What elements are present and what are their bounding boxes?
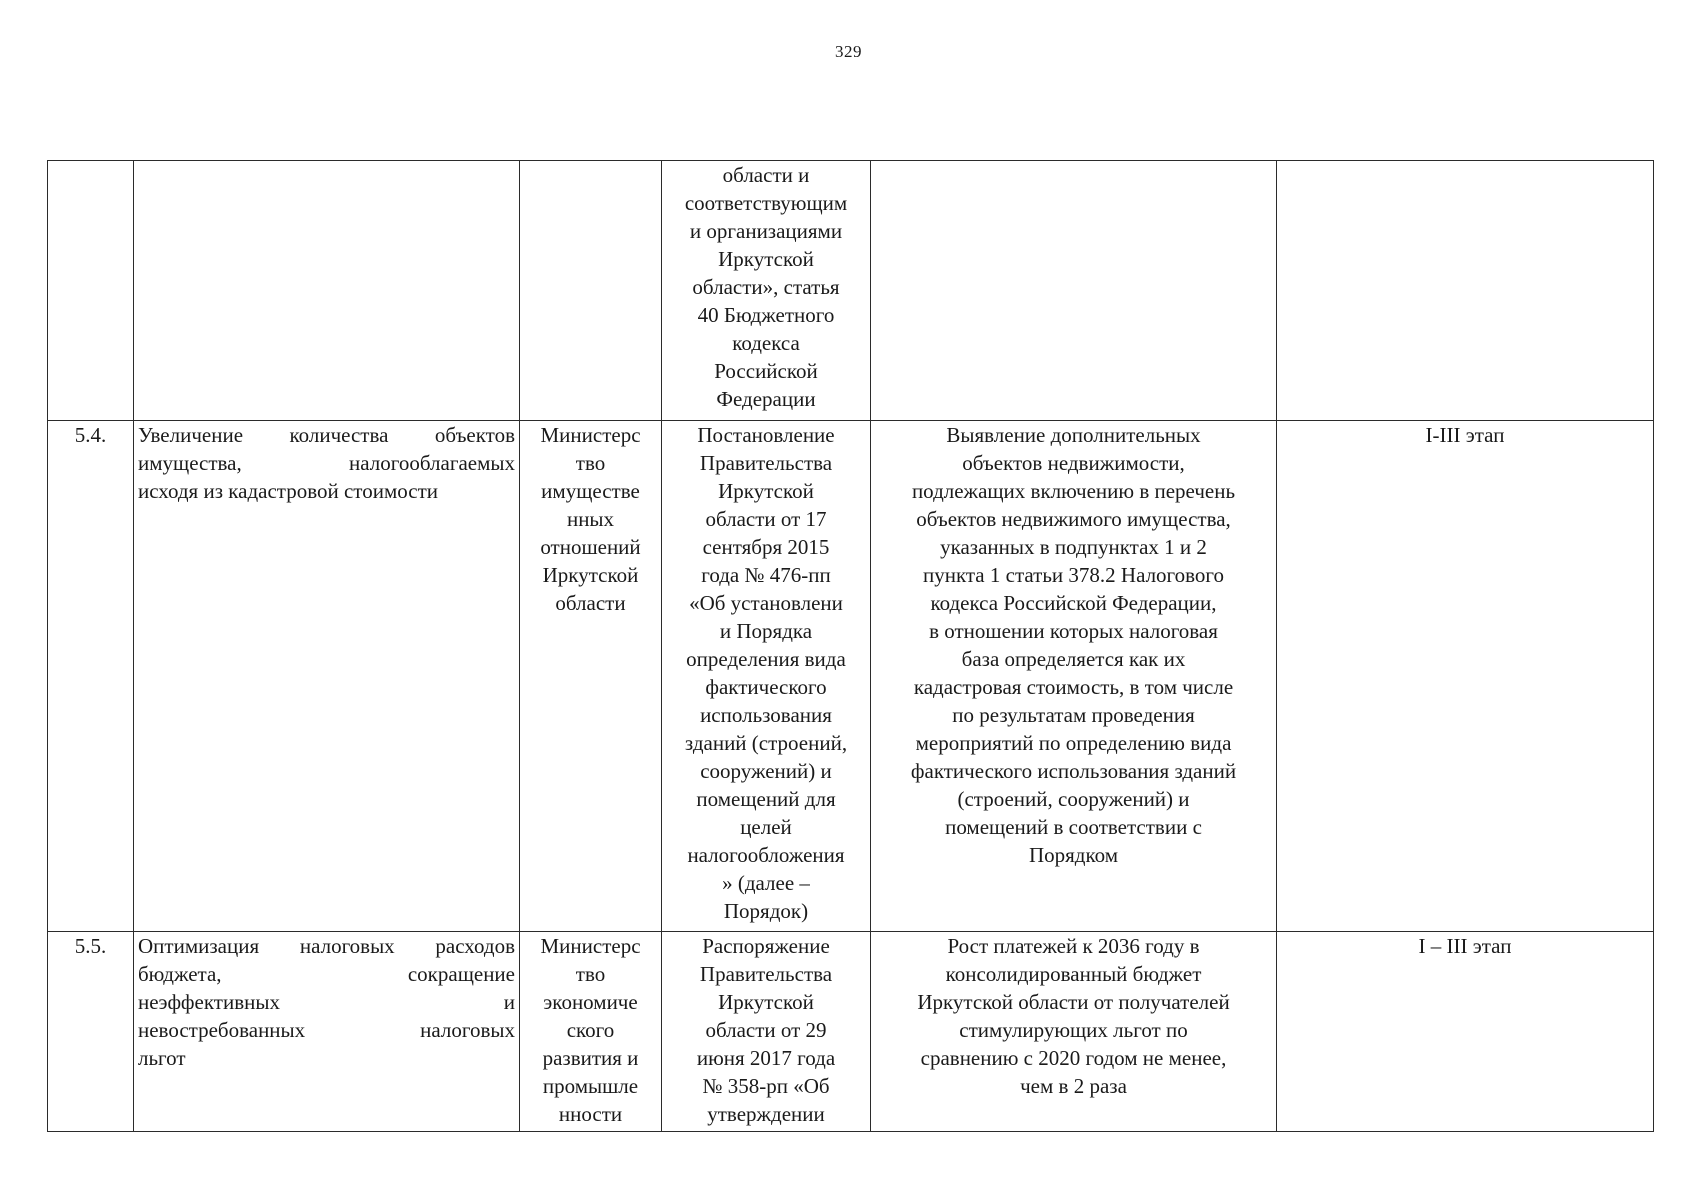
- text-line: тво: [575, 962, 606, 986]
- text-line: объектов недвижимости,: [962, 451, 1185, 475]
- text-line: экономиче: [543, 990, 638, 1014]
- text-line: июня 2017 года: [696, 1046, 836, 1070]
- text-line: подлежащих включению в перечень: [911, 479, 1236, 503]
- text-line: нных: [566, 507, 615, 531]
- text-line: база определяется как их: [961, 647, 1186, 671]
- text-line: 40 Бюджетного: [697, 303, 835, 327]
- stage-cell: [1277, 161, 1654, 421]
- row-number-cell: 5.5.: [48, 932, 134, 1132]
- text-line: Постановление: [697, 423, 835, 447]
- text-line: Министерс: [540, 934, 641, 958]
- text-line: кодекса Российской Федерации,: [930, 591, 1217, 615]
- text-line: области и: [722, 163, 810, 187]
- text-line: Министерс: [540, 423, 641, 447]
- text-line: имущества, налогооблагаемых: [138, 451, 515, 475]
- stage-cell: I-III этап: [1277, 421, 1654, 932]
- expected-result-cell: [871, 421, 1277, 932]
- text-line: «Об установлени: [689, 591, 843, 615]
- measure-title-cell: [134, 932, 520, 1132]
- responsible-cell: [520, 161, 662, 421]
- text-line: в отношении которых налоговая: [929, 619, 1218, 643]
- text-line: (строений, сооружений) и: [957, 787, 1190, 811]
- row-number-cell: [48, 161, 134, 421]
- text-line: сентября 2015: [702, 535, 830, 559]
- legal-basis-cell: [662, 161, 871, 421]
- legal-basis-cell: [662, 421, 871, 932]
- measure-title-cell: [134, 161, 520, 421]
- text-line: области: [555, 591, 626, 615]
- table-body: [48, 161, 1654, 1132]
- text-line: области», статья: [692, 275, 840, 299]
- text-line: имуществе: [541, 479, 640, 503]
- text-line: сравнению с 2020 годом не менее,: [920, 1046, 1227, 1070]
- text-line: мероприятий по определению вида: [915, 731, 1232, 755]
- text-line: зданий (строений,: [684, 731, 848, 755]
- text-line: по результатам проведения: [952, 703, 1195, 727]
- text-line: Выявление дополнительных: [946, 423, 1201, 447]
- text-line: Иркутской: [542, 563, 639, 587]
- text-line: целей: [740, 815, 792, 839]
- text-line: кодекса: [732, 331, 800, 355]
- text-line: кадастровая стоимость, в том числе: [913, 675, 1234, 699]
- text-line: года № 476-пп: [701, 563, 831, 587]
- text-line: помещений для: [696, 787, 836, 811]
- text-line: Иркутской: [718, 990, 814, 1014]
- text-line: сооружений) и: [700, 759, 832, 783]
- text-line: области от 17: [705, 507, 827, 531]
- text-line: промышле: [542, 1074, 639, 1098]
- text-line: соответствующим: [684, 191, 848, 215]
- text-line: чем в 2 раза: [1020, 1074, 1127, 1098]
- stage-cell: I – III этап: [1277, 932, 1654, 1132]
- text-line: невостребованных налоговых: [138, 1018, 515, 1042]
- text-line: фактического использования зданий: [910, 759, 1237, 783]
- table-row: [48, 932, 1654, 1132]
- text-line: Порядком: [1028, 843, 1119, 867]
- text-line: фактического: [705, 675, 827, 699]
- text-line: объектов недвижимого имущества,: [916, 507, 1231, 531]
- text-line: Иркутской: [718, 247, 814, 271]
- text-line: Правительства: [699, 451, 833, 475]
- text-line: области от 29: [705, 1018, 827, 1042]
- text-line: льгот: [138, 1046, 186, 1070]
- text-line: Оптимизация налоговых расходов: [138, 934, 515, 958]
- text-line: развития и: [542, 1046, 639, 1070]
- text-line: неэффективных и: [138, 990, 515, 1014]
- text-line: утверждении: [707, 1102, 825, 1126]
- responsible-cell: [520, 421, 662, 932]
- text-line: помещений в соответствии с: [945, 815, 1202, 839]
- text-line: Рост платежей к 2036 году в: [947, 934, 1200, 958]
- text-line: пункта 1 статьи 378.2 Налогового: [922, 563, 1225, 587]
- text-line: Правительства: [699, 962, 833, 986]
- table-row: [48, 421, 1654, 932]
- text-line: Российской: [714, 359, 818, 383]
- text-line: стимулирующих льгот по: [959, 1018, 1188, 1042]
- text-line: налогообложения: [687, 843, 845, 867]
- text-line: Увеличение количества объектов: [138, 423, 515, 447]
- text-line: Порядок): [723, 899, 809, 923]
- expected-result-cell: [871, 932, 1277, 1132]
- table-row: [48, 161, 1654, 421]
- text-line: использования: [700, 703, 832, 727]
- text-line: Иркутской области от получателей: [917, 990, 1230, 1014]
- text-line: отношений: [540, 535, 641, 559]
- text-line: Федерации: [716, 387, 816, 411]
- page-number: 329: [835, 42, 862, 61]
- program-measures-table: [47, 160, 1654, 1132]
- text-line: нности: [558, 1102, 623, 1126]
- text-line: тво: [575, 451, 606, 475]
- row-number-cell: 5.4.: [48, 421, 134, 932]
- measure-title-cell: [134, 421, 520, 932]
- text-line: исходя из кадастровой стоимости: [138, 479, 438, 503]
- expected-result-cell: [871, 161, 1277, 421]
- text-line: » (далее –: [722, 871, 810, 895]
- text-line: и Порядка: [719, 619, 813, 643]
- text-line: Иркутской: [718, 479, 814, 503]
- legal-basis-cell: [662, 932, 871, 1132]
- text-line: консолидированный бюджет: [945, 962, 1202, 986]
- text-line: Распоряжение: [702, 934, 830, 958]
- text-line: ского: [566, 1018, 615, 1042]
- text-line: бюджета, сокращение: [138, 962, 515, 986]
- text-line: определения вида: [686, 647, 846, 671]
- text-line: и организациями: [689, 219, 843, 243]
- text-line: указанных в подпунктах 1 и 2: [940, 535, 1207, 559]
- text-line: № 358-рп «Об: [702, 1074, 830, 1098]
- responsible-cell: [520, 932, 662, 1132]
